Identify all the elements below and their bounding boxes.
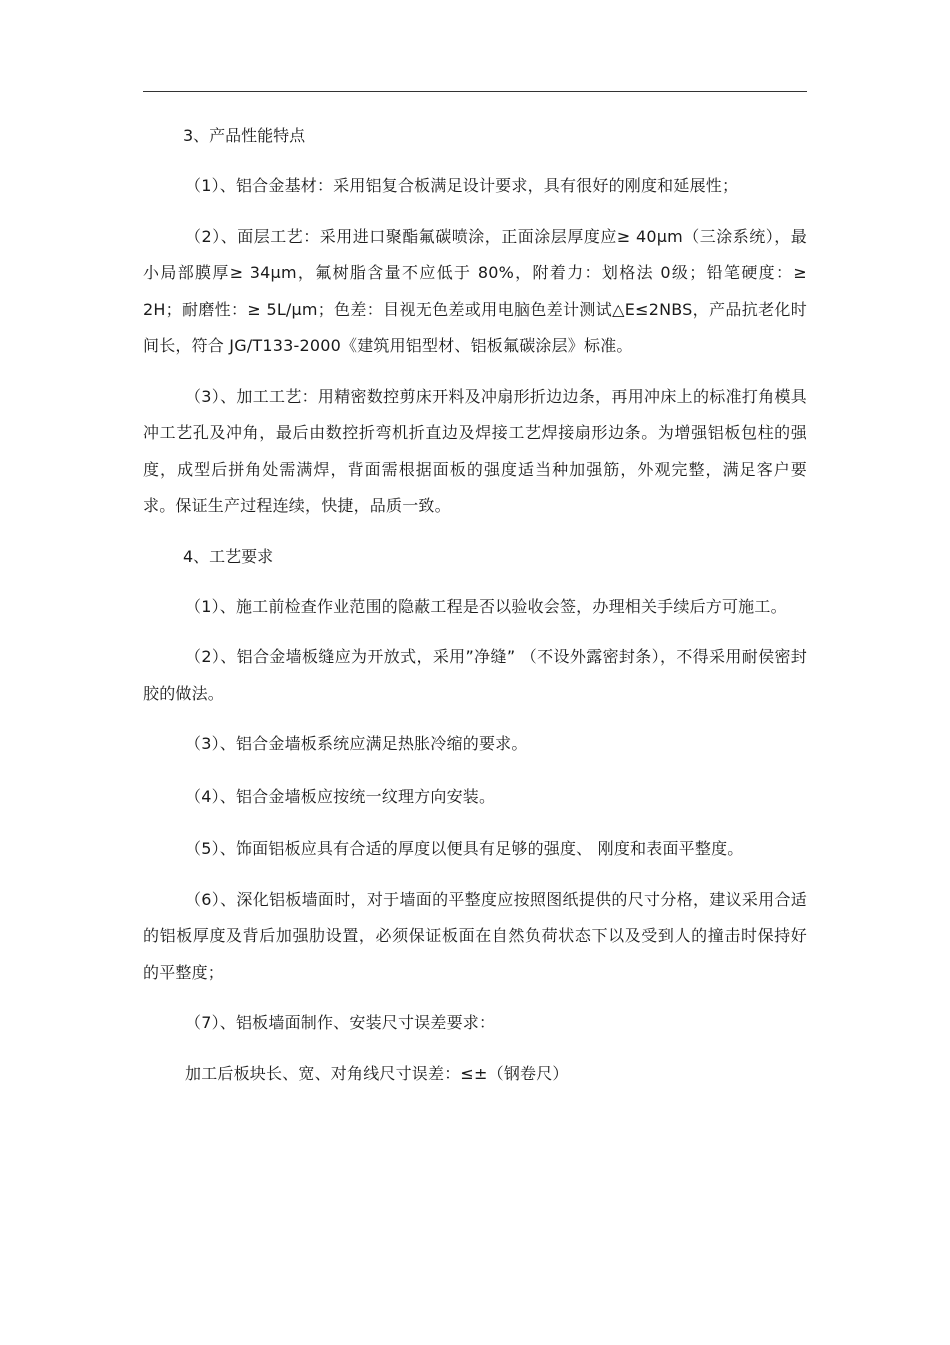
header-rule: [143, 91, 807, 92]
paragraph-3-2: （2）、面层工艺：采用进口聚酯氟碳喷涂，正面涂层厚度应≥ 40μm（三涂系统），最小局部膜厚≥ 34μm，氟树脂含量不应低于 80%，附着力：划格法 0级；铅笔硬度：≥ 2H；耐磨性：≥ 5L/μm；色差：目视无色差或用电脑色差计测试△E≤2NBS，产品抗老化时间长，符合 JG/T133-2000《建筑用铝型材、铝板氟碳涂层》标准。: [143, 226, 807, 355]
paragraph-4-5: （5）、饰面铝板应具有合适的厚度以便具有足够的强度、 刚度和表面平整度。: [185, 839, 744, 858]
paragraph-3-1: （1）、铝合金基材：采用铝复合板满足设计要求，具有很好的刚度和延展性；: [185, 176, 739, 195]
paragraph-4-4: （4）、铝合金墙板应按统一纹理方向安装。: [185, 786, 496, 806]
section-heading-3: 3、产品性能特点: [183, 126, 306, 145]
paragraph-4-3: （3）、铝合金墙板系统应满足热胀冷缩的要求。: [185, 734, 528, 753]
paragraph-4-6: （6）、深化铝板墙面时，对于墙面的平整度应按照图纸提供的尺寸分格，建议采用合适的铝板厚度及背后加强肋设置，必须保证板面在自然负荷状态下以及受到人的撞击时保持好的平整度；: [143, 889, 807, 982]
document-body: [143, 118, 807, 1092]
paragraph-4-2: （2）、铝合金墙板缝应为开放式，采用”净缝” （不设外露密封条），不得采用耐侯密封胶的做法。: [143, 647, 807, 703]
paragraph-4-1: （1）、施工前检查作业范围的隐蔽工程是否以验收会签，办理相关手续后方可施工。: [185, 596, 787, 616]
paragraph-4-8: 加工后板块长、宽、对角线尺寸误差：≤±（钢卷尺）: [185, 1063, 569, 1083]
paragraph-3-3: （3）、加工工艺：用精密数控剪床开料及冲扇形折边边条，再用冲床上的标准打角模具冲工艺孔及冲角，最后由数控折弯机折直边及焊接工艺焊接扇形边条。为增强铝板包柱的强度，成型后拼角处需满焊，背面需根据面板的强度适当种加强筋，外观完整，满足客户要求。保证生产过程连续，快捷，品质一致。: [143, 386, 807, 515]
paragraph-4-7: （7）、铝板墙面制作、安装尺寸误差要求：: [185, 1013, 496, 1032]
section-heading-4: 4、工艺要求: [183, 546, 274, 566]
